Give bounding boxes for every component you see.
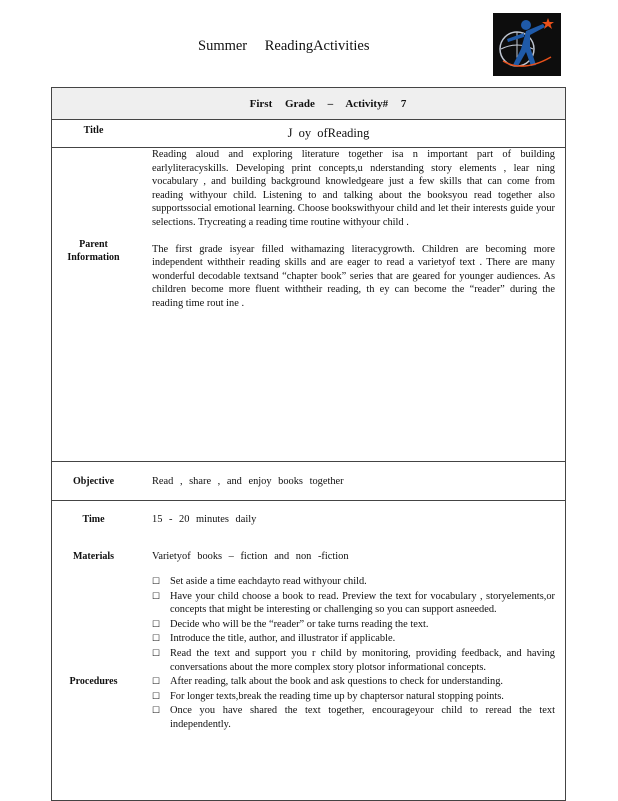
details-cell	[135, 501, 566, 801]
checkbox-icon: ☐	[152, 705, 161, 716]
list-item: ☐ Once you have shared the text together, encourageyour child to reread the text independently.	[152, 705, 555, 730]
list-item: ☐ Decide who will be the “reader” or take turns reading the text.	[152, 618, 429, 630]
parent-paragraph-2: The first grade isyear filled withamazing literacygrowth. Children are becoming more independent withtheir reading skills and are eager to read a varietyof text . There are many wonderful decodable textsand “chapter book” series that are geared for younger audiences. As children become more fluent withtheir reading, th ey can become the “reader” during the reading time rout ine .	[152, 243, 555, 309]
list-item: ☐ Set aside a time eachdayto read withyour child.	[152, 576, 367, 587]
parent-info-cell	[135, 148, 566, 462]
checkbox-icon: ☐	[152, 690, 161, 701]
activity-title: J oy ofReading	[287, 126, 370, 140]
list-item: ☐ Read the text and support you r child by monitoring, providing feedback, and having conversations about the more complex story plotsor informational concepts.	[152, 647, 555, 673]
logo	[493, 13, 561, 76]
reading-figure-logo-icon	[493, 13, 561, 76]
objective-value: Read , share , and enjoy books together	[135, 462, 566, 501]
checkbox-icon: ☐	[152, 576, 161, 586]
activity-table	[51, 87, 566, 801]
checkbox-icon: ☐	[152, 676, 161, 687]
parent-paragraph-1: Reading aloud and exploring literature together isa n important part of building earlyliteracyskills. Developing print concepts,u nderstanding story elements , lear ning vocabulary , and building background knowledgeare just a few skills that can come from reading withyour child. Listening to and talking about the booksyou read together also supportssocial emotional learning. Choose bookswithyour child and let their interests guide your selections. Trycreating a reading time routine withyour child .	[152, 149, 555, 228]
objective-label: Objective	[52, 462, 136, 501]
materials-value: Varietyof books – fiction and non -fiction	[152, 551, 349, 562]
time-value: 15 - 20 minutes daily	[152, 514, 257, 525]
list-item: ☐ Have your child choose a book to read. Preview the text for vocabulary , storyelements,or concepts that might be interesting or challenging so you can support asneeded.	[152, 590, 555, 616]
checkbox-icon: ☐	[152, 618, 161, 629]
list-item: ☐ For longer texts,break the reading time up by chaptersor natural stopping points.	[152, 690, 504, 702]
parent-info-label: Parent Information	[52, 148, 136, 462]
parent-info-row	[52, 148, 566, 462]
checkbox-icon: ☐	[152, 590, 161, 601]
procedures-label: Procedures	[69, 676, 118, 687]
details-row	[52, 501, 566, 801]
activity-header-row	[52, 88, 566, 120]
page-title: Summer ReadingActivities	[198, 38, 370, 54]
title-cell	[135, 120, 566, 148]
title-label: Title	[52, 120, 136, 148]
checkbox-icon: ☐	[152, 633, 161, 644]
objective-row	[52, 462, 566, 501]
list-item: ☐ After reading, talk about the book and ask questions to check for understanding.	[152, 676, 503, 688]
activity-heading: First Grade – Activity# 7	[52, 88, 566, 120]
materials-label: Materials	[72, 551, 115, 562]
details-labels	[52, 501, 136, 801]
checkbox-icon: ☐	[152, 647, 161, 658]
title-row	[52, 120, 566, 148]
time-label: Time	[82, 514, 105, 525]
list-item: ☐ Introduce the title, author, and illustrator if applicable.	[152, 633, 396, 645]
procedures-list	[152, 575, 555, 732]
